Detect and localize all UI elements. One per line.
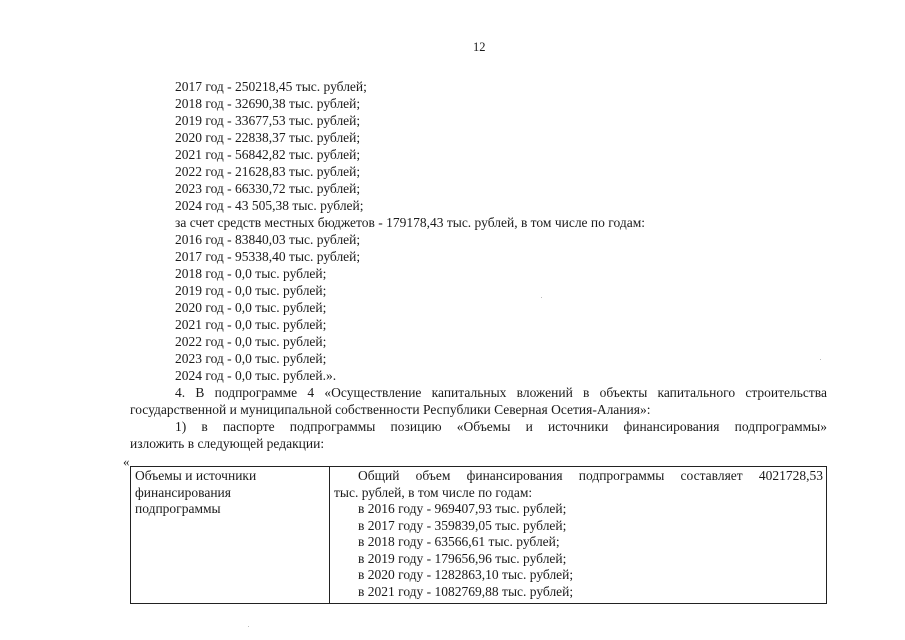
cell-text: Объемы и источники	[135, 468, 257, 483]
cell-text: подпрограммы	[135, 501, 221, 516]
year-entry: в 2017 году - 359839,05 тыс. рублей;	[358, 517, 567, 533]
list-item: 2020 год - 22838,37 тыс. рублей;	[175, 130, 361, 145]
table-cell-label	[131, 467, 330, 604]
list-item: за счет средств местных бюджетов - 179178,43 тыс. рублей, в том числе по годам:	[175, 215, 645, 230]
year-entry: в 2020 году - 1282863,10 тыс. рублей;	[358, 567, 574, 582]
opening-quote-mark: «	[123, 454, 130, 469]
list-item: 2021 год - 56842,82 тыс. рублей;	[175, 147, 361, 162]
paragraph-line: 4. В подпрограмме 4 «Осуществление капитальных вложений в объекты капитального строительства	[175, 385, 827, 400]
paragraph-line: государственной и муниципальной собственности Республики Северная Осетия-Алания»:	[130, 402, 651, 417]
list-item: 2024 год - 43 505,38 тыс. рублей;	[175, 198, 364, 213]
list-item: 2022 год - 0,0 тыс. рублей;	[175, 334, 327, 349]
table-row	[131, 467, 827, 604]
list-item: 2021 год - 0,0 тыс. рублей;	[175, 317, 327, 332]
year-entry: в 2019 году - 179656,96 тыс. рублей;	[358, 550, 567, 566]
list-item: 2019 год - 0,0 тыс. рублей;	[175, 283, 327, 298]
list-item: 2017 год - 250218,45 тыс. рублей;	[175, 79, 367, 94]
table-cell-value	[330, 467, 827, 604]
list-item: 2023 год - 0,0 тыс. рублей;	[175, 351, 327, 366]
cell-text: Общий объем финансирования подпрограммы составляет 4021728,53	[358, 468, 823, 483]
list-item: 2019 год - 33677,53 тыс. рублей;	[175, 113, 361, 128]
cell-text: тыс. рублей, в том числе по годам:	[334, 484, 533, 500]
cell-text: финансирования	[135, 484, 231, 500]
list-item: 2020 год - 0,0 тыс. рублей;	[175, 300, 327, 315]
funding-table	[130, 466, 827, 604]
list-item: 2022 год - 21628,83 тыс. рублей;	[175, 164, 361, 179]
paragraph-line: изложить в следующей редакции:	[130, 436, 325, 451]
list-item: 2018 год - 0,0 тыс. рублей;	[175, 266, 327, 281]
list-item: 2018 год - 32690,38 тыс. рублей;	[175, 96, 361, 111]
list-item: 2024 год - 0,0 тыс. рублей.».	[175, 368, 337, 383]
year-entry: в 2021 году - 1082769,88 тыс. рублей;	[358, 583, 574, 599]
list-item: 2017 год - 95338,40 тыс. рублей;	[175, 249, 361, 264]
list-item: 2016 год - 83840,03 тыс. рублей;	[175, 232, 361, 247]
year-entry: в 2016 году - 969407,93 тыс. рублей;	[358, 501, 567, 516]
year-entry: в 2018 году - 63566,61 тыс. рублей;	[358, 534, 560, 549]
list-item: 2023 год - 66330,72 тыс. рублей;	[175, 181, 361, 196]
page-number: 12	[473, 40, 486, 54]
paragraph-line: 1) в паспорте подпрограммы позицию «Объемы и источники финансирования подпрограммы»	[175, 419, 827, 434]
